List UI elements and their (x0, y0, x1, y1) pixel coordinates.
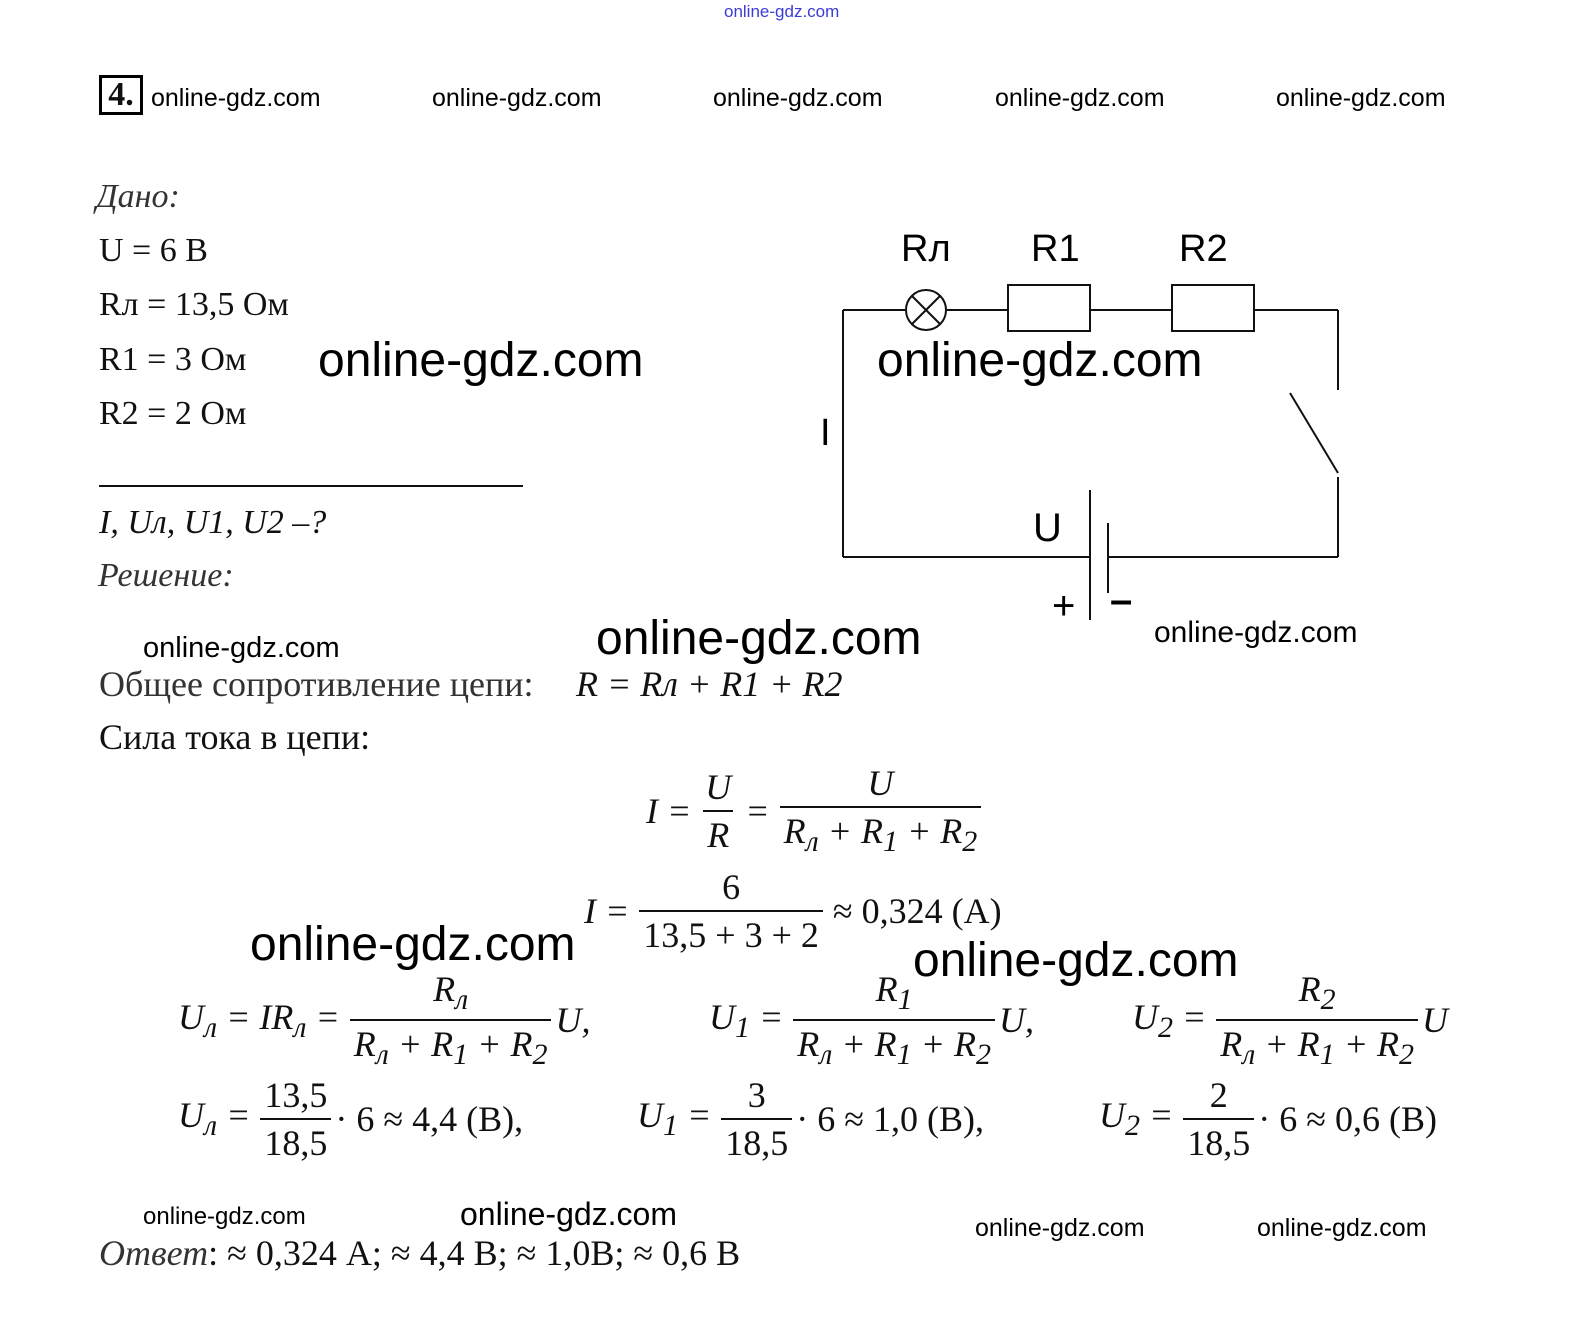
watermark-bottom-2: online-gdz.com (460, 1196, 677, 1232)
watermark-bottom-1: online-gdz.com (143, 1203, 306, 1230)
answer-label: Ответ (99, 1233, 209, 1273)
resistor-r2-icon (1172, 285, 1254, 331)
watermark-mid-left: online-gdz.com (143, 632, 340, 664)
current-numeric: I = $\frac{6}{13,5 + 3 + 2}$ ≈ 0,324 (А) (584, 867, 1002, 955)
watermark-header-4: online-gdz.com (995, 84, 1165, 112)
total-resistance-formula: R = Rл + R1 + R2 (576, 664, 843, 704)
given-heading: Дано: (96, 178, 180, 215)
current-text: Сила тока в цепи: (99, 717, 371, 757)
watermark-mid-right: online-gdz.com (1154, 616, 1358, 649)
label-plus: + (1052, 584, 1076, 628)
watermark-bottom-3: online-gdz.com (975, 1214, 1145, 1242)
watermark-top: online-gdz.com (724, 2, 840, 21)
watermark-header-2: online-gdz.com (432, 84, 602, 112)
watermark-big-2: online-gdz.com (877, 334, 1203, 387)
total-resistance-text: Общее сопротивление цепи: (99, 664, 534, 704)
watermark-big-5: online-gdz.com (913, 934, 1239, 987)
watermark-big-3: online-gdz.com (596, 612, 922, 665)
answer-text: : ≈ 0,324 А; ≈ 4,4 В; ≈ 1,0В; ≈ 0,6 В (208, 1233, 741, 1273)
resistor-r1-icon (1008, 285, 1090, 331)
voltage-lamp-numeric: $U_л$ = $\frac{13,5}{18,5}$ · 6 ≈ 4,4 (В), (178, 1075, 524, 1163)
voltage-lamp-formula: $U_л = IR_л$ = $\frac{R_л}{R_л + R_1 + R_2}$ U, (178, 969, 591, 1072)
watermark-big-4: online-gdz.com (250, 918, 576, 971)
watermark-header-3: online-gdz.com (713, 84, 883, 112)
voltage-r2-numeric: $U_2$ = $\frac{2}{18,5}$ · 6 ≈ 0,6 (В) (1099, 1075, 1438, 1163)
voltage-r1-numeric: $U_1$ = $\frac{3}{18,5}$ · 6 ≈ 1,0 (В), (637, 1075, 985, 1163)
label-current: I (820, 412, 831, 454)
task-number: 4. (99, 75, 143, 115)
given-line-r2: R2 = 2 Ом (99, 395, 247, 432)
unknowns: I, Uл, U1, U2 –? (99, 504, 327, 541)
lamp-icon (906, 290, 946, 330)
watermark-big-1: online-gdz.com (318, 334, 644, 387)
given-line-r1: R1 = 3 Ом (99, 341, 247, 378)
label-rl: Rл (901, 228, 951, 270)
given-line-rl: Rл = 13,5 Ом (99, 286, 289, 323)
label-voltage: U (1033, 506, 1062, 550)
label-r2: R2 (1179, 228, 1228, 270)
watermark-header-5: online-gdz.com (1276, 84, 1446, 112)
circuit-diagram (800, 215, 1360, 635)
watermark-header-1: online-gdz.com (151, 84, 321, 112)
current-formula: I = $\frac{U}{R}$ = $\frac{U}{R_л + R_1 + R_2}$ (640, 762, 985, 859)
given-divider (99, 485, 523, 487)
given-line-voltage: U = 6 В (99, 232, 208, 269)
voltage-r1-formula: $U_1$ = $\frac{R_1}{R_л + R_1 + R_2}$ U, (709, 969, 1034, 1072)
solution-heading: Решение: (98, 557, 234, 594)
watermark-bottom-4: online-gdz.com (1257, 1214, 1427, 1242)
answer-line (99, 1232, 740, 1274)
label-minus: – (1110, 578, 1133, 622)
label-r1: R1 (1031, 228, 1080, 270)
voltage-r2-formula: $U_2$ = $\frac{R_2}{R_л + R_1 + R_2}$ U (1132, 969, 1448, 1072)
